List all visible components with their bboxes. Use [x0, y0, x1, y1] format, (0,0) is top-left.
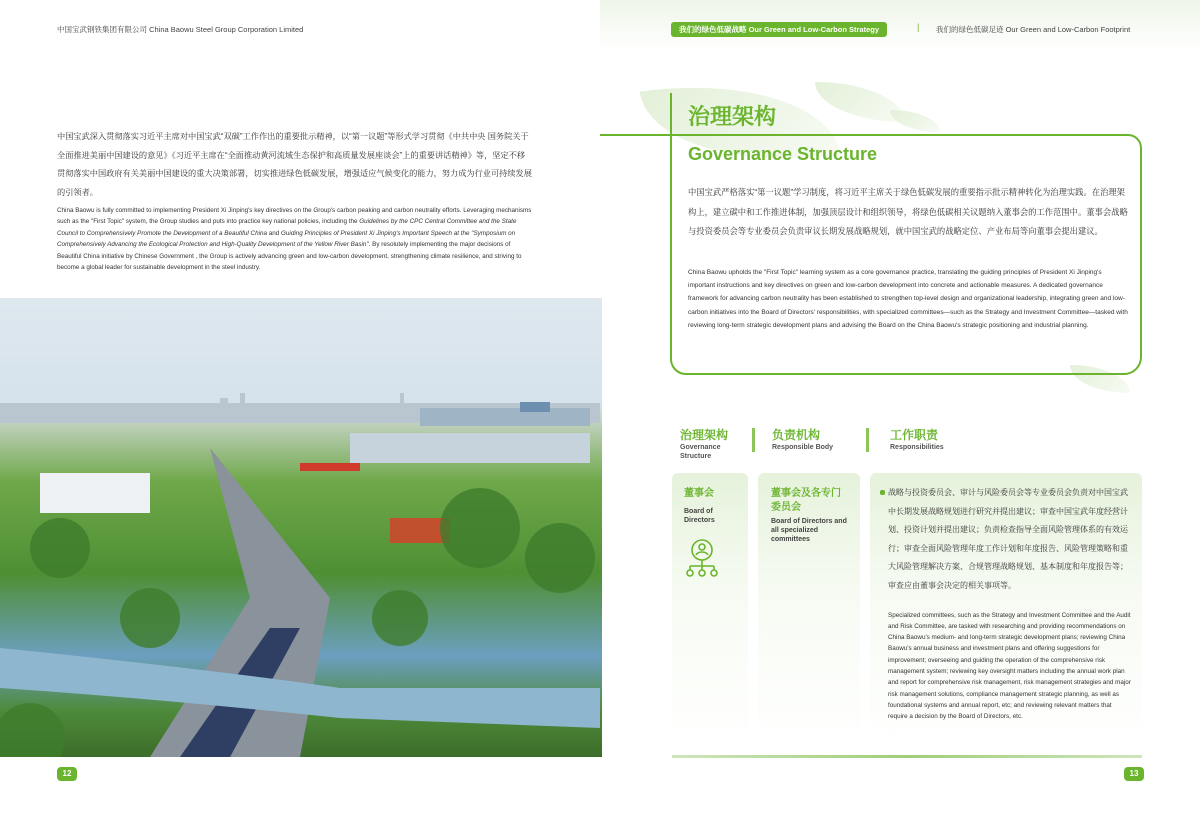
- en-italic-principles: Guiding Principles of President Xi Jinping's Important Speech at the "Symposium on Comprehensively Advancing the Ecological Protection and High-Quality Development of the Yellow River Basin".: [57, 229, 516, 249]
- column-header-cn: 治理架构: [680, 428, 729, 442]
- body-en: Board of Directors and all specialized committees: [771, 518, 847, 543]
- header-separator: |: [917, 22, 920, 32]
- responsibilities-cn: 战略与投资委员会、审计与风险委员会等专业委员会负责对中国宝武中长期发展战略规划进行研究并提出建议；审查中国宝武年度经营计划、投资计划并提出建议；负责检查指导全面风险管理体系的有效运行；审查全面风险管理年度工作计划和年度报告、风险管理策略和重大风险管理解决方案、合规管理战略规划、基本制度和年度报告等；审查应由董事会决定的相关事项等。: [880, 484, 1132, 596]
- page-number-left: 12: [57, 767, 77, 781]
- section-tab-footprint[interactable]: 我们的绿色低碳足迹 Our Green and Low-Carbon Footprint: [936, 25, 1131, 34]
- page-number-right: 13: [1124, 767, 1144, 781]
- column-divider: [866, 428, 869, 452]
- column-divider: [752, 428, 755, 452]
- body-cn: 董事会及各专门委员会: [771, 488, 841, 513]
- section-title-cn: 治理架构: [688, 104, 777, 129]
- intro-en-paragraph: [57, 205, 532, 273]
- column-header-cn: 负责机构: [772, 428, 821, 442]
- structure-cn: 董事会: [684, 488, 714, 499]
- column-header-cn: 工作职责: [890, 428, 939, 442]
- en-and: and: [267, 229, 282, 237]
- en-text-1: China Baowu is fully committed to implementing President Xi Jinping's key directives on the Group's carbon peaking and carbon neutrality efforts. Leveraging mechanisms such as the "First Topic" system, the Group studies and puts into practice key national policies, including the: [57, 207, 532, 226]
- card-governance-structure: [672, 473, 748, 745]
- card-responsibilities: [870, 473, 1142, 745]
- structure-en: Board of Directors: [684, 508, 715, 524]
- responsibilities-en: Specialized committees, such as the Strategy and Investment Committee and the Audit and Risk Committee, are tasked with researching and providing recommendations on China Baowu's medium- and long-term strategic development plans; reviewing China Baowu's annual business and investment plans and offering suggestions for improvement; overseeing and guiding the operation of the comprehensive risk management system; reviewing key oversight matters including the annual work plan and report for comprehensive risk management, risk management strategies and major risk management solutions, compliance management strategic planning, as well as foundational systems and annual report, etc; and reviewing relevant matters that require a decision by the Board of Directors, etc.: [888, 611, 1131, 721]
- section-title-en: Governance Structure: [688, 144, 878, 164]
- title-rule: [600, 134, 672, 136]
- aerial-steel-plant-photo: [0, 298, 602, 757]
- en-italic-guidelines: Guidelines by the CPC Central Committee and the State Council to Comprehensively Promote the Development of a Beautiful China: [57, 218, 517, 237]
- org-chart-person-icon: [684, 539, 720, 579]
- card-responsible-body: [758, 473, 860, 745]
- section-tab-active[interactable]: 我们的绿色低碳战略 Our Green and Low-Carbon Strategy: [671, 22, 887, 37]
- title-vertical-rule: [670, 93, 672, 137]
- governance-text-box: [670, 134, 1142, 375]
- running-header-left: 中国宝武钢铁集团有限公司 China Baowu Steel Group Corporation Limited: [57, 25, 304, 34]
- intro-cn-paragraph: 中国宝武深入贯彻落实习近平主席对中国宝武“双碳”工作作出的重要批示精神，以“第一议题”等形式学习贯彻《中共中央 国务院关于全面推进美丽中国建设的意见》《习近平主席在“全面推动黄河流域生态保护和高质量发展座谈会”上的重要讲话精神》等，坚定不移贯彻落实中国政府有关美丽中国建设的重大决策部署，切实推进绿色低碳发展，增强适应气候变化的能力，努力成为行业可持续发展的引领者。: [57, 132, 532, 197]
- photo-illustration: [0, 298, 602, 757]
- column-header-responsibilities: [890, 426, 944, 452]
- column-header-structure: [680, 426, 740, 461]
- column-header-en: Responsibilities: [890, 444, 944, 451]
- en-text-2: By resolutely implementing the major decisions of Beautiful China initiative by Chinese Government , the Group is actively advancing green and low-carbon development, strengthening climate resilience, and striving to become a global leader for sustainable development in the steel industry.: [57, 241, 522, 272]
- table-bottom-rule: [672, 755, 1142, 758]
- governance-cn-paragraph: 中国宝武严格落实“第一议题”学习制度，将习近平主席关于绿色低碳发展的重要指示批示精神转化为治理实践。在治理架构上，建立碳中和工作推进体制，加强顶层设计和组织领导，将绿色低碳相关议题纳入董事会的工作范围中。董事会战略与投资委员会等专业委员会负责审议长期发展战略规划，就中国宝武的战略定位、产业布局等向董事会提出建议。: [688, 187, 1128, 236]
- column-header-body: [772, 426, 833, 452]
- column-header-en: Governance Structure: [680, 444, 721, 460]
- governance-en-paragraph: China Baowu upholds the "First Topic" learning system as a core governance practice, translating the guiding principles of President Xi Jinping's important instructions and key directives on green and low-carbon development into concrete and actionable measures. A dedicated governance framework for advancing carbon neutrality has been established to strengthen top-level design and organizational leadership, integrating green and low-carbon initiatives into the Board of Directors' responsibilities, with specialized committees—such as the Strategy and Investment Committee—tasked with reviewing long-term strategic development plans and advising the Board on the China Baowu's strategic positioning and industrial planning.: [688, 269, 1128, 329]
- column-header-en: Responsible Body: [772, 444, 834, 451]
- leaf-decoration: [890, 110, 940, 132]
